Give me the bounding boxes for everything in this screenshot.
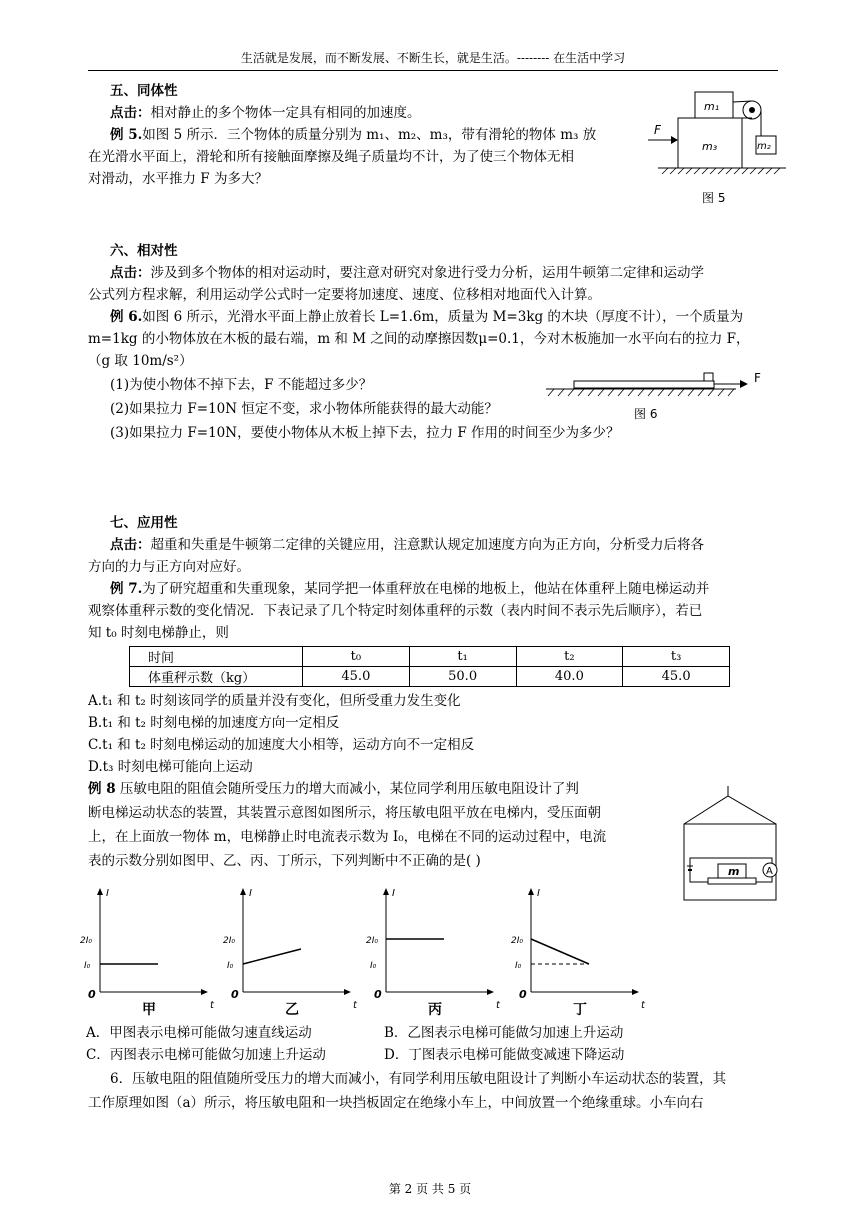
table-cell: 时间: [130, 647, 303, 667]
elevator-device-diagram: [678, 786, 790, 904]
section-5-title: 五、同体性: [110, 83, 178, 99]
table-row: [130, 647, 730, 667]
x-axis-label: t: [210, 1000, 214, 1011]
tick-label-I0: I₀: [370, 961, 377, 971]
current-series-line: [243, 949, 301, 964]
example-7-option-d: D.t₃ 时刻电梯可能向上运动: [88, 759, 253, 775]
figure-5-diagram: [640, 84, 790, 214]
example-label: 例 8: [88, 781, 116, 797]
example-7-option-b: B.t₁ 和 t₂ 时刻电梯的加速度方向一定相反: [88, 715, 340, 731]
section-7-tip-line-1: [110, 534, 704, 556]
ground-hatching: [548, 389, 734, 396]
section-7-tip-line-2: 方向的力与正方向对应好。: [88, 559, 250, 575]
example-6-question-3: (3)如果拉力 F=10N，要使小物体从木板上掉下去，拉力 F 作用的时间至少为多少？: [110, 425, 620, 441]
object-m-label: m: [728, 865, 740, 878]
board-M: [574, 381, 714, 388]
example-label: 例 5.: [110, 127, 143, 143]
figure-5-caption: 图 5: [702, 191, 726, 205]
y-axis-label: I: [106, 888, 109, 899]
example-label: 例 7.: [110, 581, 143, 597]
example-8-option-b: B．乙图表示电梯可能做匀加速上升运动: [384, 1025, 624, 1041]
example-text: 如图 5 所示．三个物体的质量分别为 m₁、m₂、m₃，带有滑轮的物体 m₃ 放: [142, 127, 597, 143]
tick-label-2I0: 2I₀: [80, 936, 92, 946]
x-axis-label: t: [496, 1000, 500, 1011]
tip-label: 点击：: [110, 537, 151, 553]
tick-label-2I0: 2I₀: [366, 936, 378, 946]
table-cell: 45.0: [303, 667, 410, 687]
x-axis-arrowhead: [487, 989, 494, 995]
example-5-line-2: 在光滑水平面上，滑轮和所有接触面摩擦及绳子质量均不计，为了使三个物体无相: [88, 149, 574, 165]
example-8-option-c: C．丙图表示电梯可能做匀加速上升运动: [86, 1047, 326, 1063]
example-text: 如图 6 所示，光滑水平面上静止放着长 L=1.6m，质量为 M=3kg 的木块（厚度不计），一个质量为: [142, 309, 744, 325]
example-7-line-2: 观察体重秤示数的变化情况．下表记录了几个特定时刻体重秤的示数（表内时间不表示先后顺序），若已: [88, 603, 703, 619]
current-time-graphs: [80, 884, 680, 1020]
tip-text: 涉及到多个物体的相对运动时，要注意对研究对象进行受力分析，运用牛顿第二定律和运动学: [150, 265, 704, 281]
example-5-line-1: [110, 124, 596, 146]
table-cell: t₀: [303, 647, 410, 667]
example-8-line-3: 上，在上面放一物体 m，电梯静止时电流表示数为 I₀，电梯在不同的运动过程中，电流: [88, 829, 607, 845]
example-text: 为了研究超重和失重现象，某同学把一体重秤放在电梯的地板上，他站在体重秤上随电梯运动并: [142, 581, 710, 597]
example-5-line-3: 对滑动，水平推力 F 为多大？: [88, 171, 268, 187]
example-8-line-2: 断电梯运动状态的装置，其装置示意图如图所示，将压敏电阻平放在电梯内，受压面朝: [88, 805, 601, 821]
elevator-roof: [684, 796, 776, 824]
origin-label: 0: [231, 988, 239, 1001]
tick-label-I0: I₀: [515, 961, 522, 971]
origin-label: 0: [519, 988, 527, 1001]
graph-name-label: 丙: [428, 1002, 442, 1018]
section-6-tip-line-1: [110, 262, 704, 284]
example-8-line-4: 表的示数分别如图甲、乙、丙、丁所示，下列判断中不正确的是( ): [88, 853, 481, 869]
example-7-option-a: A.t₁ 和 t₂ 时刻该同学的质量并没有变化，但所受重力发生变化: [88, 693, 461, 709]
y-axis-label: I: [537, 888, 540, 899]
tip-label: 点击：: [110, 265, 151, 281]
tip-text: 相对静止的多个物体一定具有相同的加速度。: [150, 105, 421, 121]
tick-label-I0: I₀: [227, 961, 234, 971]
graph-name-label: 丁: [573, 1002, 587, 1018]
x-axis-arrowhead: [632, 989, 639, 995]
origin-label: 0: [374, 988, 382, 1001]
y-axis-label: I: [392, 888, 395, 899]
pull-force-label: F: [754, 371, 761, 385]
graphs-group: [80, 888, 646, 1018]
example-text: 压敏电阻的阻值会随所受压力的增大而减小，某位同学利用压敏电阻设计了判: [115, 781, 579, 797]
tip-text: 超重和失重是牛顿第二定律的关键应用，注意默认规定加速度方向为正方向，分析受力后将各: [150, 537, 704, 553]
tick-label-2I0: 2I₀: [223, 936, 235, 946]
table-cell: t₂: [516, 647, 623, 667]
force-arrowhead: [671, 136, 678, 144]
example-8-option-a: A．甲图表示电梯可能做匀速直线运动: [86, 1025, 312, 1041]
elevator-cabin: [684, 824, 776, 900]
section-5-tip: [110, 102, 421, 124]
y-axis-label: I: [249, 888, 252, 899]
example-6-line-2: m=1kg 的小物体放在木板的最右端，m 和 M 之间的动摩擦因数μ=0.1，今对木板施加一水平向右的拉力 F，: [88, 331, 750, 347]
example-6-line-1: [110, 306, 743, 328]
block-m3-label: m₃: [702, 140, 718, 153]
graph-4: [511, 888, 646, 1018]
question-6-line-2: 工作原理如图（a）所示，将压敏电阻和一块挡板固定在绝缘小车上，中间放置一个绝缘重球。小车向右: [88, 1095, 704, 1111]
table-row: [130, 667, 730, 687]
tick-label-I0: I₀: [84, 961, 91, 971]
example-6-question-1: (1)为使小物体不掉下去，F 不能超过多少？: [110, 377, 373, 393]
example-7-option-c: C.t₁ 和 t₂ 时刻电梯运动的加速度大小相等，运动方向不一定相反: [88, 737, 475, 753]
tip-label: 点击：: [110, 105, 151, 121]
scale-reading-table: [129, 646, 730, 687]
section-6-title: 六、相对性: [110, 243, 178, 259]
pressure-sensitive-resistor: [708, 878, 756, 884]
table-cell: 40.0: [516, 667, 623, 687]
x-axis-arrowhead: [344, 989, 351, 995]
y-axis-arrowhead: [240, 888, 246, 895]
origin-label: 0: [88, 988, 96, 1001]
question-6-line-1: 6．压敏电阻的阻值随所受压力的增大而减小，有同学利用压敏电阻设计了判断小车运动状态的装置，其: [110, 1071, 727, 1087]
section-6-tip-line-2: 公式列方程求解，利用运动学公式时一定要将加速度、速度、位移相对地面代入计算。: [88, 287, 601, 303]
graph-2: [223, 888, 358, 1018]
example-label: 例 6.: [110, 309, 143, 325]
ground-hatching: [662, 168, 780, 174]
graph-1: [80, 888, 215, 1018]
graph-3: [366, 888, 501, 1018]
tick-label-2I0: 2I₀: [511, 936, 523, 946]
figure-6-caption: 图 6: [634, 407, 658, 421]
table-cell: 50.0: [409, 667, 516, 687]
example-7-line-3: 知 t₀ 时刻电梯静止，则: [88, 625, 229, 641]
section-7-title: 七、应用性: [110, 515, 178, 531]
current-series-line: [531, 939, 589, 964]
page-footer: 第 2 页 共 5 页: [388, 1182, 472, 1196]
block-m1-label: m₁: [704, 100, 720, 113]
table-cell: t₁: [409, 647, 516, 667]
graph-name-label: 乙: [285, 1002, 299, 1018]
table-cell: 体重秤示数（kg）: [130, 667, 303, 687]
y-axis-arrowhead: [97, 888, 103, 895]
example-8-line-1: [88, 778, 579, 800]
page-header: 生活就是发展，而不断发展、不断生长，就是生活。-------- 在生活中学习: [88, 50, 778, 71]
example-7-line-1: [110, 578, 709, 600]
example-8-option-d: D．丁图表示电梯可能做变减速下降运动: [384, 1047, 625, 1063]
force-label: F: [654, 123, 661, 137]
x-axis-label: t: [641, 1000, 645, 1011]
y-axis-arrowhead: [528, 888, 534, 895]
table-cell: 45.0: [623, 667, 730, 687]
graph-name-label: 甲: [142, 1002, 156, 1018]
pulley-axle: [749, 107, 755, 113]
x-axis-label: t: [353, 1000, 357, 1011]
x-axis-arrowhead: [201, 989, 208, 995]
example-6-line-3: （g 取 10m/s²）: [88, 353, 193, 369]
pull-force-arrowhead: [740, 380, 748, 388]
block-m2-label: m₂: [757, 141, 771, 152]
y-axis-arrowhead: [383, 888, 389, 895]
ammeter-label: A: [766, 866, 773, 877]
table-cell: t₃: [623, 647, 730, 667]
example-6-question-2: (2)如果拉力 F=10N 恒定不变，求小物体所能获得的最大动能？: [110, 401, 498, 417]
small-block-m: [704, 373, 713, 381]
figure-6-diagram: [540, 368, 780, 424]
